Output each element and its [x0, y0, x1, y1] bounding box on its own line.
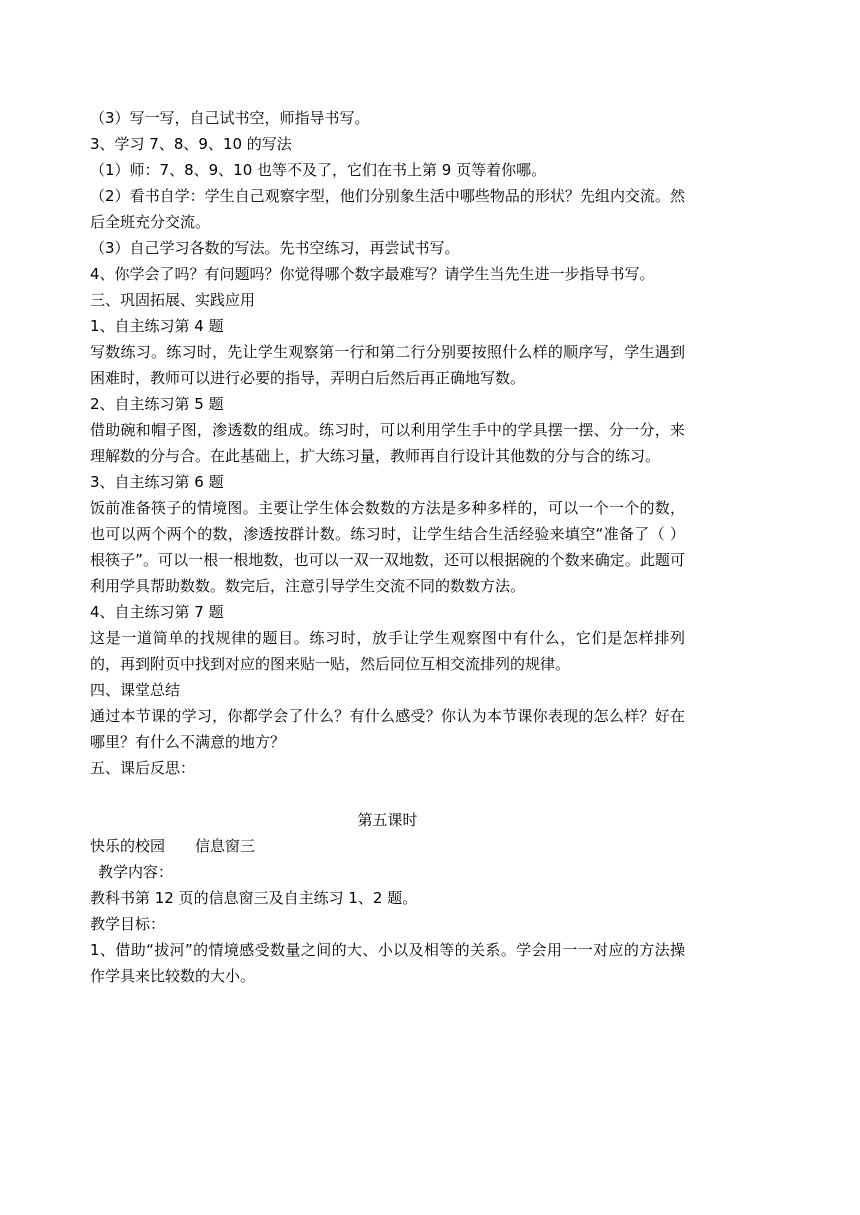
paragraph: 教科书第 12 页的信息窗三及自主练习 1、2 题。 — [90, 889, 418, 907]
exercise-heading: 1、自主练习第 4 题 — [90, 317, 224, 335]
paragraph: 借助碗和帽子图，渗透数的组成。练习时，可以利用学生手中的学具摆一摆、分一分，来理解数的分与合。在此基础上，扩大练习量，教师再自行设计其他数的分与合的练习。 — [90, 421, 685, 465]
document-page — [90, 105, 685, 989]
paragraph: （3）写一写，自己试书空，师指导书写。 — [90, 109, 370, 127]
section-heading: 三、巩固拓展、实践应用 — [90, 291, 256, 309]
paragraph: 4、你学会了吗？有问题吗？你觉得哪个数字最难写？请学生当先生进一步指导书写。 — [90, 265, 655, 283]
paragraph: 写数练习。练习时，先让学生观察第一行和第二行分别要按照什么样的顺序写，学生遇到困难时，教师可以进行必要的指导，弄明白后然后再正确地写数。 — [90, 343, 685, 387]
section-heading: 五、课后反思： — [90, 759, 196, 777]
exercise-heading: 3、自主练习第 6 题 — [90, 473, 224, 491]
paragraph: （2）看书自学：学生自己观察字型，他们分别象生活中哪些物品的形状？先组内交流。然后全班充分交流。 — [90, 187, 685, 231]
paragraph: （1）师：7、8、9、10 也等不及了，它们在书上第 9 页等着你哪。 — [90, 161, 547, 179]
paragraph: （3）自己学习各数的写法。先书空练习，再尝试书写。 — [90, 239, 460, 257]
content-heading: 教学内容： — [98, 863, 174, 881]
blank-line — [90, 781, 685, 807]
info-window: 信息窗三 — [195, 837, 256, 855]
paragraph: 这是一道简单的找规律的题目。练习时，放手让学生观察图中有什么，它们是怎样排列的，再到附页中找到对应的图来贴一贴，然后同位互相交流排列的规律。 — [90, 629, 685, 673]
objectives-heading: 教学目标： — [90, 915, 166, 933]
paragraph: 1、借助“拔河”的情境感受数量之间的大、小以及相等的关系。学会用一一对应的方法操作学具来比较数的大小。 — [90, 941, 685, 985]
section-title: 第五课时 — [357, 811, 418, 829]
lesson-line — [90, 833, 685, 859]
paragraph: 3、学习 7、8、9、10 的写法 — [90, 135, 292, 153]
paragraph: 通过本节课的学习，你都学会了什么？有什么感受？你认为本节课你表现的怎么样？好在哪里？有什么不满意的地方？ — [90, 707, 685, 751]
exercise-heading: 4、自主练习第 7 题 — [90, 603, 224, 621]
lesson-name: 快乐的校园 — [90, 837, 166, 855]
paragraph: 饭前准备筷子的情境图。主要让学生体会数数的方法是多种多样的，可以一个一个的数，也可以两个两个的数，渗透按群计数。练习时，让学生结合生活经验来填空“准备了（ ）根筷子”。可以一根一根地数，也可以一双一双地数，还可以根据碗的个数来确定。此题可利用学具帮助数数。数完后，注意引导学生交流不同的数数方法。 — [90, 499, 685, 595]
exercise-heading: 2、自主练习第 5 题 — [90, 395, 224, 413]
section-heading: 四、课堂总结 — [90, 681, 181, 699]
